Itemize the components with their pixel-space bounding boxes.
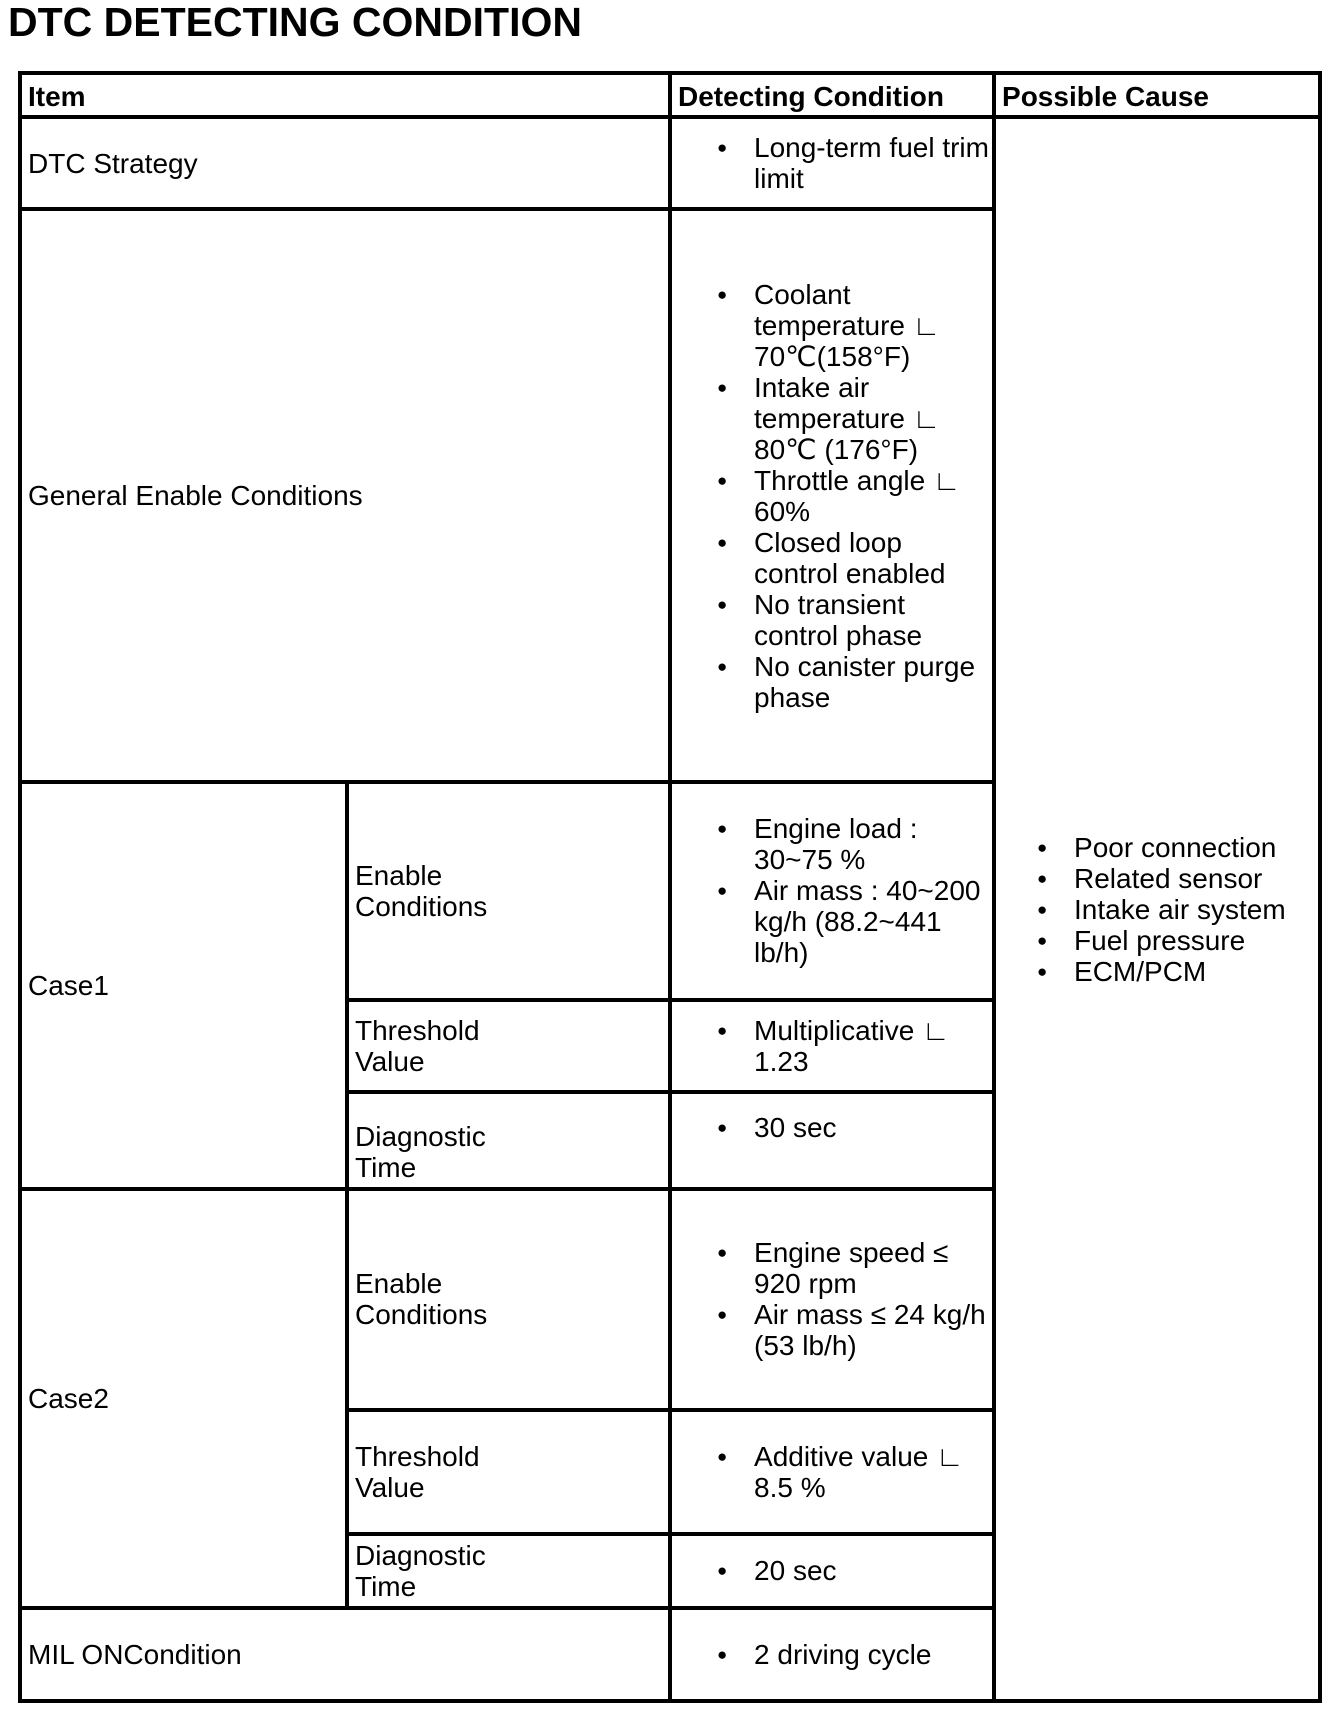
possible-cause-list [1002,832,1318,987]
possible-cause-cell [994,117,1320,1701]
header-detecting-condition: Detecting Condition [670,73,994,117]
cond-case2-threshold [670,1410,994,1534]
cond-case1-diag [670,1092,994,1189]
bullet-item: ● Coolant temperature ∟ 70℃(158°F) [678,279,992,372]
condition-list [678,1639,992,1670]
bullet-item: ● Intake air system [1002,894,1318,925]
bullet-item: ● Intake air temperature ∟ 80℃ (176°F) [678,372,992,465]
bullet-item: ● 20 sec [678,1555,992,1586]
header-row [20,73,1320,117]
cond-dtc-strategy [670,117,994,209]
bullet-item: ● Related sensor [1002,863,1318,894]
bullet-item: ● Throttle angle ∟ 60% [678,465,992,527]
cond-case1-enable [670,782,994,1000]
bullet-item: ● Long-term fuel trim limit [678,132,992,194]
condition-list [678,1015,992,1077]
cond-case2-diag [670,1534,994,1608]
cond-case2-enable [670,1189,994,1409]
bullet-item: ● Multiplicative ∟ 1.23 [678,1015,992,1077]
bullet-item: ● No canister purge phase [678,651,992,713]
bullet-item: ● Fuel pressure [1002,925,1318,956]
condition-list [678,1237,992,1361]
bullet-item: ● No transient control phase [678,589,992,651]
condition-list [678,1112,992,1143]
case1-enable-label: Enable Conditions [347,782,670,1000]
case1-diag-label: Diagnostic Time [347,1092,670,1189]
condition-list [678,1555,992,1586]
condition-list [678,813,992,968]
item-case1: Case1 [20,782,347,1189]
item-general-enable: General Enable Conditions [20,209,670,782]
bullet-item: ● Closed loop control enabled [678,527,992,589]
condition-list [678,279,992,713]
case2-threshold-label: Threshold Value [347,1410,670,1534]
cond-mil [670,1608,994,1701]
item-dtc-strategy: DTC Strategy [20,117,670,209]
condition-list [678,132,992,194]
header-item: Item [20,73,670,117]
case2-diag-label: Diagnostic Time [347,1534,670,1608]
cond-general-enable [670,209,994,782]
item-mil: MIL ONCondition [20,1608,670,1701]
bullet-item: ● Poor connection [1002,832,1318,863]
bullet-item: ● Air mass ≤ 24 kg/h (53 lb/h) [678,1299,992,1361]
cond-case1-threshold [670,1000,994,1092]
bullet-item: ● Additive value ∟ 8.5 % [678,1441,992,1503]
row-dtc-strategy [20,117,1320,209]
header-possible-cause: Possible Cause [994,73,1320,117]
bullet-item: ● 2 driving cycle [678,1639,992,1670]
case1-threshold-label: Threshold Value [347,1000,670,1092]
bullet-item: ● Engine speed ≤ 920 rpm [678,1237,992,1299]
bullet-item: ● Air mass : 40~200 kg/h (88.2~441 lb/h) [678,875,992,968]
condition-list [678,1441,992,1503]
page-title: DTC DETECTING CONDITION [8,0,582,45]
case2-enable-label: Enable Conditions [347,1189,670,1409]
item-case2: Case2 [20,1189,347,1607]
bullet-item: ● 30 sec [678,1112,992,1143]
bullet-item: ● Engine load : 30~75 % [678,813,992,875]
bullet-item: ● ECM/PCM [1002,956,1318,987]
dtc-table [18,71,1322,1703]
